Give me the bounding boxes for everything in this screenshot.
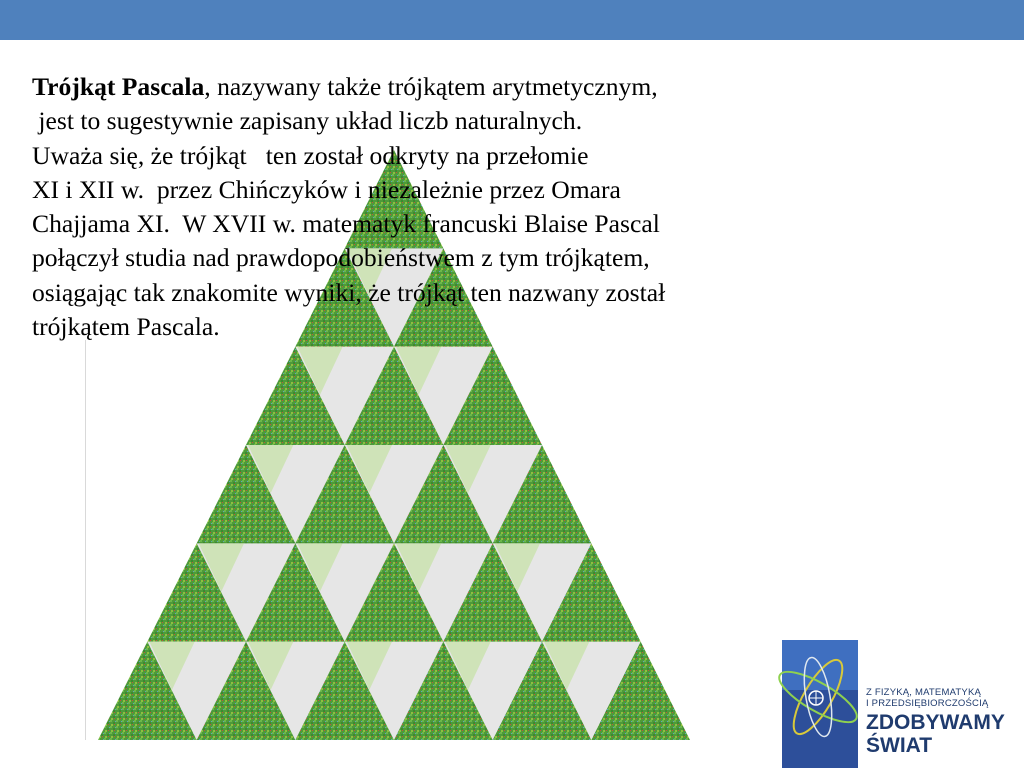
term-definition: , nazywany także trójkątem arytmetycznym,	[204, 72, 658, 101]
header-bar	[0, 0, 1024, 40]
term-title: Trójkąt Pascala	[32, 72, 205, 101]
text-line-4: XI i XII w. przez Chińczyków i niezależnie przez Omara	[32, 174, 621, 204]
project-logo	[770, 622, 1024, 768]
text-line-2: jest to sugestywnie zapisany układ liczb naturalnych.	[32, 106, 583, 136]
text-line-5: Chajjama XI. W XVII w. matematyk francuski Blaise Pascal	[32, 209, 660, 239]
text-line-6: połączył studia nad prawdopodobieństwem z tym trójkątem,	[32, 243, 650, 273]
logo-title-line-2: ŚWIAT	[866, 734, 933, 757]
text-line-7: osiągając tak znakomite wyniki, że trójkąt ten nazwany został	[32, 277, 666, 307]
text-line-1	[32, 70, 992, 104]
logo-title-line-1: ZDOBYWAMY	[866, 711, 1005, 734]
text-line-8: trójkątem Pascala.	[32, 312, 220, 342]
text-line-3: Uważa się, że trójkąt ten został odkryty na przełomie	[32, 140, 589, 170]
logo-subtitle-line-2: I PRZEDSIĘBIORCZOŚCIĄ	[866, 698, 989, 709]
logo-subtitle-line-1: Z FIZYKĄ, MATEMATYKĄ	[866, 687, 982, 698]
pascal-description	[32, 70, 992, 344]
left-divider	[85, 340, 86, 740]
